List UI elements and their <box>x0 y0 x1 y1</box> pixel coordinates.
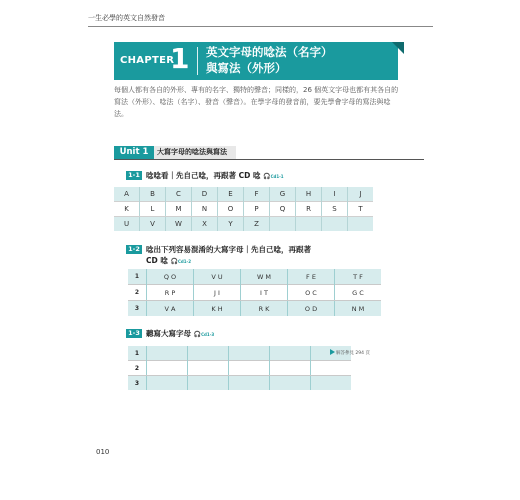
table-row <box>114 202 373 217</box>
table-row <box>114 187 373 202</box>
arrow-right-icon <box>330 349 335 355</box>
banner-divider <box>197 47 198 75</box>
answer-reference: 解答參見 294 頁 <box>336 351 370 356</box>
letter-cell: O <box>218 202 244 217</box>
unit-title: 大寫字母的唸法與寫法 <box>154 146 236 159</box>
letter-pair-cell: R P <box>147 285 194 301</box>
table-row <box>128 361 351 376</box>
answer-cell[interactable] <box>270 361 311 376</box>
chapter-title <box>206 44 386 76</box>
answer-cell[interactable] <box>270 346 311 361</box>
letter-cell: D <box>192 187 218 202</box>
letter-cell: J <box>348 187 374 202</box>
table-row <box>128 269 381 285</box>
table-row <box>128 301 381 317</box>
exercise-heading-text: 唸出下列容易混淆的大寫字母｜先自己唸，再跟著 <box>146 245 311 254</box>
row-number: 1 <box>128 269 147 285</box>
letter-pair-cell: O D <box>288 301 335 317</box>
page-number: 010 <box>96 448 110 456</box>
letter-pair-cell: O C <box>288 285 335 301</box>
letter-cell: U <box>114 217 140 232</box>
unit-rule <box>114 159 424 160</box>
cd-track-label: Cd1-1 <box>270 174 284 179</box>
letter-pair-cell: W M <box>241 269 288 285</box>
letter-cell: K <box>114 202 140 217</box>
letter-cell: M <box>166 202 192 217</box>
headphones-icon: 🎧 <box>170 258 178 265</box>
exercise-heading-1-3 <box>146 328 214 339</box>
table-row <box>128 346 351 361</box>
table-row <box>114 217 373 232</box>
letter-pair-cell: V A <box>147 301 194 317</box>
letter-table <box>114 187 373 231</box>
header-rule <box>88 26 433 27</box>
letter-pair-cell: V U <box>194 269 241 285</box>
letter-cell: C <box>166 187 192 202</box>
letter-cell: L <box>140 202 166 217</box>
table-row <box>128 285 381 301</box>
row-number: 3 <box>128 301 147 317</box>
headphones-icon: 🎧 <box>263 173 271 180</box>
letter-cell: X <box>192 217 218 232</box>
running-header: 一生必學的英文自然發音 <box>88 14 165 22</box>
letter-cell: F <box>244 187 270 202</box>
row-number: 3 <box>128 376 147 391</box>
letter-pair-cell: K H <box>194 301 241 317</box>
row-number: 1 <box>128 346 147 361</box>
exercise-heading-1-2 <box>146 244 311 267</box>
answer-cell[interactable] <box>147 376 188 391</box>
row-number: 2 <box>128 361 147 376</box>
answer-cell[interactable] <box>311 376 352 391</box>
letter-cell: Q <box>270 202 296 217</box>
cd-track-label: Cd1-2 <box>177 259 191 264</box>
letter-pair-cell: F E <box>288 269 335 285</box>
letter-cell: G <box>270 187 296 202</box>
answer-cell[interactable] <box>188 376 229 391</box>
letter-cell <box>348 217 374 232</box>
headphones-icon: 🎧 <box>193 331 202 338</box>
exercise-badge-1-2: 1-2 <box>126 245 142 254</box>
cd-track-label: Cd1-3 <box>201 332 215 337</box>
dictation-table <box>128 346 351 390</box>
letter-pair-cell: J I <box>194 285 241 301</box>
letter-cell: W <box>166 217 192 232</box>
letter-cell: Z <box>244 217 270 232</box>
chapter-word: CHAPTER <box>120 55 175 66</box>
chapter-title-line1: 英文字母的唸法（名字） <box>206 45 333 59</box>
letter-pair-cell: N M <box>335 301 382 317</box>
letter-cell: V <box>140 217 166 232</box>
letter-cell: N <box>192 202 218 217</box>
banner-fold <box>392 42 404 54</box>
letter-cell: P <box>244 202 270 217</box>
answer-cell[interactable] <box>229 346 270 361</box>
exercise-heading-1-1 <box>146 170 284 181</box>
letter-cell: Y <box>218 217 244 232</box>
answer-cell[interactable] <box>229 361 270 376</box>
letter-cell <box>296 217 322 232</box>
table-row <box>128 376 351 391</box>
letter-cell: H <box>296 187 322 202</box>
letter-cell: T <box>348 202 374 217</box>
row-number: 2 <box>128 285 147 301</box>
exercise-heading-text: CD 唸 <box>146 256 168 265</box>
letter-cell: B <box>140 187 166 202</box>
letter-cell <box>322 217 348 232</box>
letter-cell <box>270 217 296 232</box>
answer-cell[interactable] <box>147 361 188 376</box>
letter-pair-cell: R K <box>241 301 288 317</box>
exercise-badge-1-3: 1-3 <box>126 329 142 338</box>
answer-cell[interactable] <box>188 346 229 361</box>
answer-cell[interactable] <box>188 361 229 376</box>
exercise-badge-1-1: 1-1 <box>126 171 142 180</box>
letter-pair-cell: G C <box>335 285 382 301</box>
exercise-heading-text: 聽寫大寫字母 <box>146 329 191 338</box>
answer-cell[interactable] <box>270 376 311 391</box>
letter-cell: S <box>322 202 348 217</box>
letter-cell: E <box>218 187 244 202</box>
unit-label: Unit 1 <box>114 146 154 159</box>
intro-paragraph: 每個人都有各自的外形、專有的名字、獨特的聲音；同樣的，26 個英文字母也都有其各自的寫法（外形）、唸法（名字）、發音（聲音）。在學字母的發音前，要先學會字母的寫法與唸法。 <box>114 86 399 118</box>
letter-pair-cell: Q O <box>147 269 194 285</box>
confusable-table <box>128 269 381 316</box>
chapter-number: 1 <box>170 42 190 75</box>
letter-pair-cell: I T <box>241 285 288 301</box>
chapter-title-line2: 與寫法（外形） <box>206 61 287 75</box>
letter-cell: R <box>296 202 322 217</box>
letter-cell: I <box>322 187 348 202</box>
letter-pair-cell: T F <box>335 269 382 285</box>
letter-cell: A <box>114 187 140 202</box>
answer-cell[interactable] <box>311 361 352 376</box>
exercise-heading-text: 唸唸看｜先自己唸，再跟著 CD 唸 <box>146 171 261 180</box>
answer-cell[interactable] <box>147 346 188 361</box>
answer-cell[interactable] <box>229 376 270 391</box>
